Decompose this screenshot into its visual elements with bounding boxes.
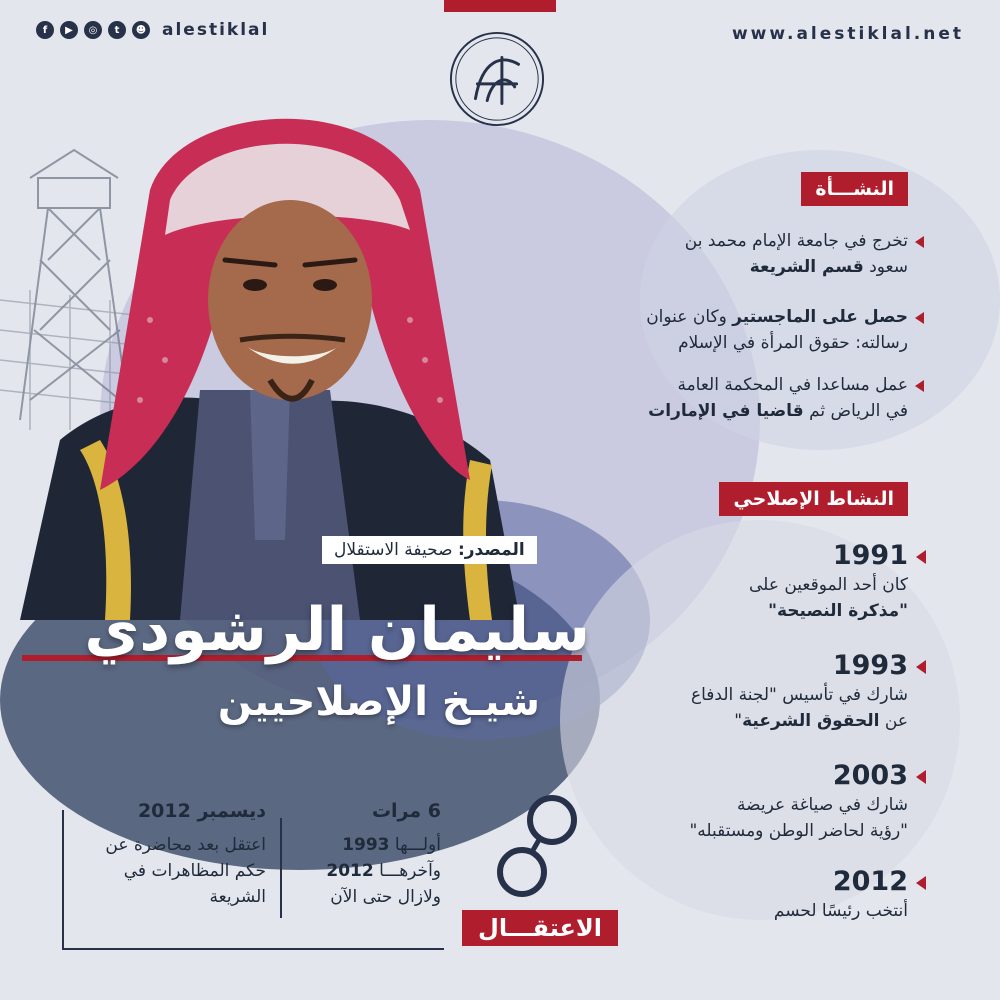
bullet-arrow-icon — [916, 770, 926, 784]
item-bold: الحقوق الشرعية — [742, 711, 880, 731]
arrest-times-heading: 6 مرات — [371, 800, 441, 822]
arrest-divider — [280, 818, 282, 918]
arrest-times — [296, 798, 441, 910]
item-text: وكان عنوان — [646, 307, 733, 327]
item-line — [588, 598, 908, 624]
item-line: "رؤية لحاضر الوطن ومستقبله" — [689, 821, 908, 841]
item-line: كان أحد الموقعين على — [749, 575, 908, 595]
upbringing-item — [588, 228, 908, 280]
item-line: عمل مساعدا في المحكمة العامة — [677, 375, 908, 395]
item-line — [588, 398, 908, 424]
reform-year: 2003 — [832, 760, 908, 791]
handcuffs-icon — [492, 790, 584, 900]
page-subtitle: شيـخ الإصلاحيين — [217, 679, 540, 725]
arrest-last-heading: ديسمبر 2012 — [137, 800, 266, 822]
source-label — [322, 536, 537, 564]
item-line: أنتخب رئيسًا لحسم — [773, 901, 908, 921]
facebook-icon[interactable]: f — [36, 21, 54, 39]
website-url: www.alestiklal.net — [731, 24, 964, 44]
reform-item — [588, 760, 908, 844]
arrest-last — [66, 798, 266, 910]
item-text: في الرياض ثم — [803, 401, 908, 421]
item-text: وآخرهـــا — [373, 861, 441, 881]
item-line: حكم المظاهرات في — [123, 861, 266, 881]
item-text: " — [734, 711, 743, 731]
social-handle: alestiklal — [162, 20, 270, 40]
item-line — [588, 708, 908, 734]
item-bold: حصل على الماجستير — [732, 307, 908, 327]
youtube-icon[interactable]: ▶ — [60, 21, 78, 39]
bullet-arrow-icon — [916, 550, 926, 564]
item-bold: 2012 — [326, 861, 374, 881]
reform-item — [588, 540, 908, 624]
bullet-arrow-icon — [916, 660, 926, 674]
item-text: أولـــها — [389, 835, 441, 855]
item-line: اعتقل بعد محاضرة عن — [105, 835, 266, 855]
item-bold: قاضيا في الإمارات — [648, 401, 804, 421]
item-bold: قسم الشريعة — [749, 257, 864, 277]
top-accent-bar — [444, 0, 556, 12]
item-text: سعود — [863, 257, 908, 277]
source-value: صحيفة الاستقلال — [334, 540, 453, 560]
bullet-arrow-icon — [915, 236, 924, 248]
source-key: المصدر: — [457, 540, 525, 560]
item-line: تخرج في جامعة الإمام محمد بن — [684, 231, 908, 251]
item-line: الشريعة — [209, 887, 266, 907]
bullet-arrow-icon — [915, 380, 924, 392]
item-line: شارك في صياغة عريضة — [736, 795, 908, 815]
snapchat-icon[interactable]: ☻ — [132, 21, 150, 39]
item-line: ولازال حتى الآن — [330, 887, 441, 907]
item-line: رسالته: حقوق المرأة في الإسلام — [678, 333, 908, 353]
reform-year: 1993 — [832, 650, 908, 681]
page-title: سليمان الرشودي — [84, 595, 590, 665]
section-reform-heading: النشاط الإصلاحي — [719, 482, 908, 516]
item-bold: 1993 — [342, 835, 390, 855]
item-text: عن — [879, 711, 908, 731]
item-line — [588, 304, 908, 330]
section-upbringing-heading: النشـــأة — [801, 172, 908, 206]
reform-year: 1991 — [832, 540, 908, 571]
upbringing-item — [588, 304, 908, 356]
arrest-heading: الاعتقـــال — [462, 910, 618, 946]
item-line — [296, 832, 441, 858]
instagram-icon[interactable]: ◎ — [84, 21, 102, 39]
bullet-arrow-icon — [916, 876, 926, 890]
bullet-arrow-icon — [915, 312, 924, 324]
item-line — [588, 254, 908, 280]
reform-year: 2012 — [832, 866, 908, 897]
reform-item — [588, 866, 908, 924]
reform-item — [588, 650, 908, 734]
item-line: شارك في تأسيس "لجنة الدفاع — [690, 685, 908, 705]
item-bold: "مذكرة النصيحة" — [768, 601, 908, 621]
item-line — [296, 858, 441, 884]
social-links — [36, 20, 269, 40]
twitter-icon[interactable]: t — [108, 21, 126, 39]
upbringing-item — [588, 372, 908, 424]
